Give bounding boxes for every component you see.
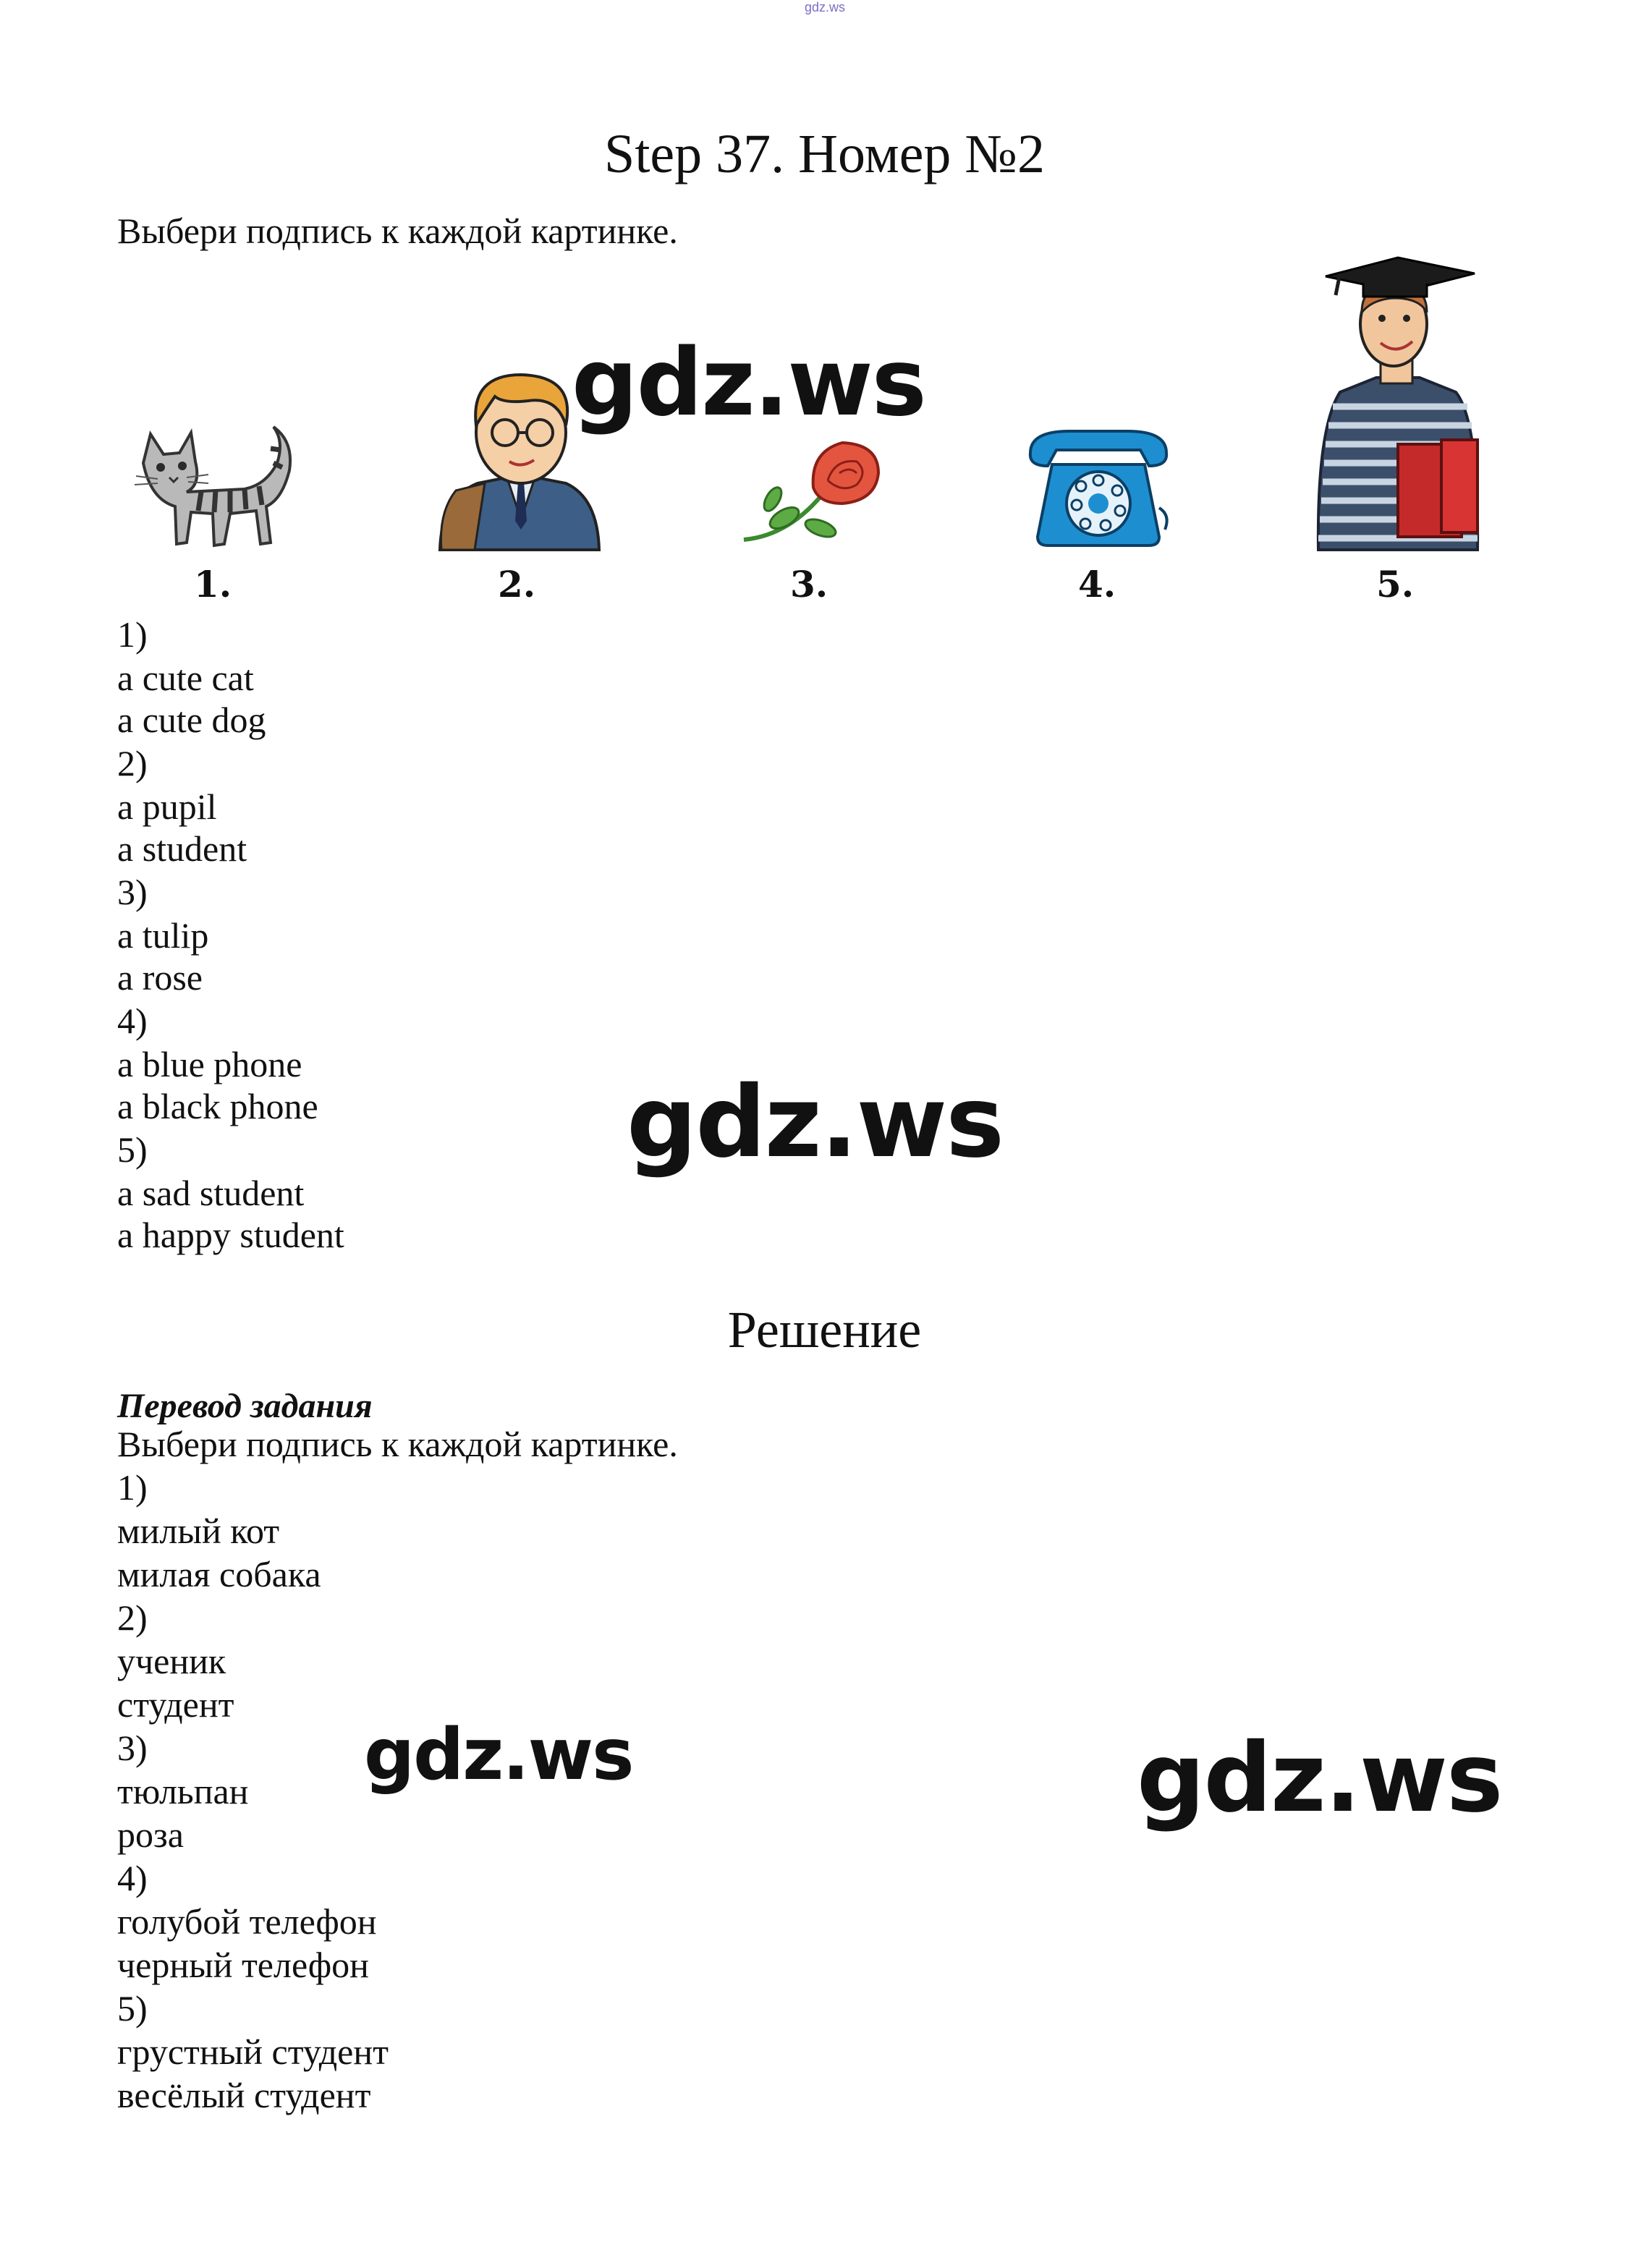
option-text: a student (117, 828, 247, 869)
option-number: 5) (117, 1129, 148, 1170)
page-title: Step 37. Номер №2 (604, 124, 1045, 184)
watermark: gdz.ws (364, 1714, 633, 1796)
option-text: a tulip (117, 915, 209, 956)
option-text: голубой телефон (117, 1901, 377, 1942)
solution-heading: Решение (727, 1301, 922, 1359)
option-text: студент (117, 1684, 234, 1725)
watermark: gdz.ws (627, 1066, 1004, 1180)
option-number: 3) (117, 1728, 148, 1768)
option-text: ученик (117, 1641, 226, 1681)
option-text: милый кот (117, 1511, 280, 1551)
option-text: a cute dog (117, 700, 266, 740)
picture-number: 3. (790, 563, 828, 606)
translation-task: Выбери подпись к каждой картинке. (117, 1424, 678, 1464)
option-text: a pupil (117, 786, 217, 827)
student-icon (1311, 255, 1488, 550)
option-text: черный телефон (117, 1945, 369, 1985)
picture-number: 4. (1078, 563, 1116, 606)
option-text: весёлый студент (117, 2075, 371, 2115)
option-number: 2) (117, 1597, 148, 1638)
option-text: грустный студент (117, 2031, 389, 2072)
option-text: a sad student (117, 1173, 305, 1213)
option-text: милая собака (117, 1554, 321, 1594)
rose-icon (741, 437, 886, 545)
options-list (117, 612, 344, 1256)
option-text: тюльпан (117, 1771, 249, 1812)
option-text: a blue phone (117, 1044, 302, 1084)
option-number: 1) (117, 1467, 148, 1508)
option-text: a rose (117, 957, 203, 998)
cat-icon (129, 420, 302, 557)
option-number: 2) (117, 743, 148, 783)
option-text: a cute cat (117, 658, 254, 698)
picture-number: 1. (194, 563, 232, 606)
watermark: gdz.ws (572, 329, 925, 437)
option-text: a happy student (117, 1215, 344, 1255)
option-number: 3) (117, 872, 148, 912)
option-text: a black phone (117, 1086, 318, 1126)
option-number: 4) (117, 1858, 148, 1898)
header-watermark: gdz.ws (804, 0, 846, 14)
option-number: 5) (117, 1988, 148, 2029)
phone-icon (1026, 428, 1171, 548)
task-instruction: Выбери подпись к каждой картинке. (117, 211, 678, 251)
picture-number: 2. (498, 563, 536, 606)
option-number: 4) (117, 1001, 148, 1041)
option-text: роза (117, 1814, 184, 1855)
option-number: 1) (117, 614, 148, 655)
picture-number: 5. (1376, 563, 1415, 606)
translation-label: Перевод задания (117, 1387, 373, 1425)
watermark: gdz.ws (1137, 1723, 1502, 1834)
